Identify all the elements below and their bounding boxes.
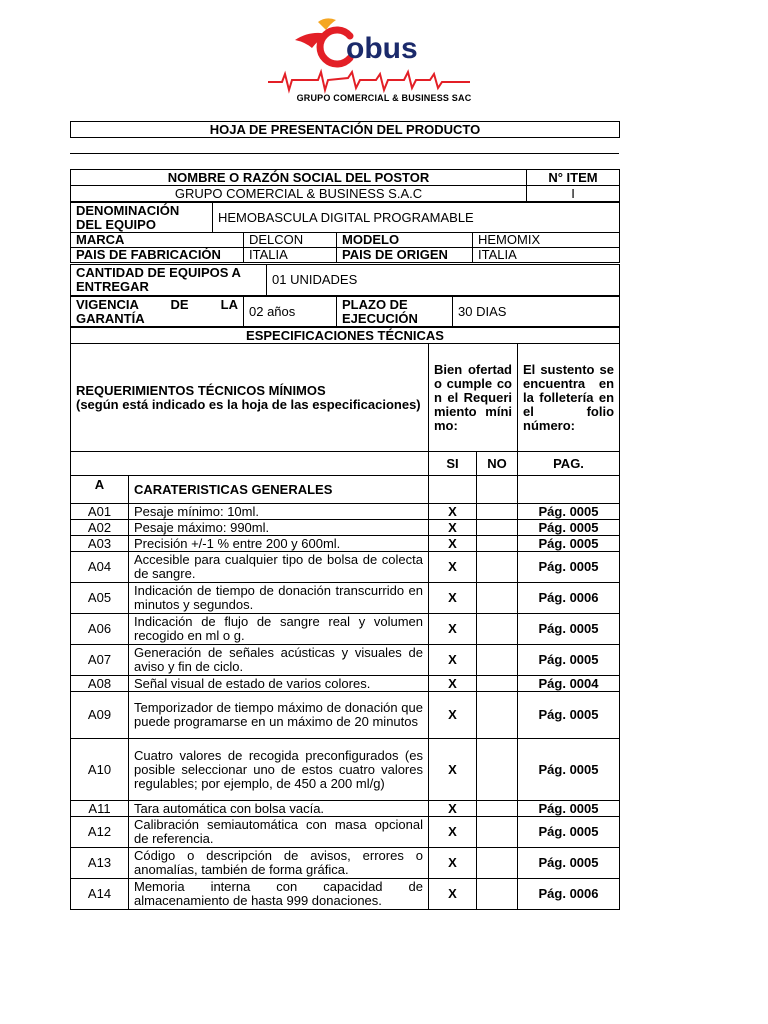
cantidad-table [70, 264, 620, 296]
spec-no [477, 801, 518, 817]
pais-fabricacion-label: PAIS DE FABRICACIÓN [71, 248, 244, 263]
spec-row [71, 848, 620, 879]
plazo-value: 30 DIAS [453, 297, 620, 327]
spec-no [477, 848, 518, 879]
denominacion-value: HEMOBASCULA DIGITAL PROGRAMABLE [213, 203, 620, 233]
spec-code: A09 [71, 692, 129, 739]
spec-si: X [429, 614, 477, 645]
item-value: I [527, 186, 620, 202]
spec-no [477, 676, 518, 692]
spec-row [71, 817, 620, 848]
company-logo [0, 0, 768, 110]
modelo-label: MODELO [337, 233, 473, 248]
spec-code: A07 [71, 645, 129, 676]
spec-no [477, 504, 518, 520]
spec-code: A04 [71, 552, 129, 583]
group-code: A [71, 476, 129, 504]
spec-row [71, 692, 620, 739]
spec-row [71, 504, 620, 520]
spec-code: A02 [71, 520, 129, 536]
spec-pag: Pág. 0005 [518, 739, 620, 801]
postor-table [70, 169, 620, 202]
spec-si: X [429, 676, 477, 692]
spec-no [477, 879, 518, 910]
spec-pag: Pág. 0005 [518, 817, 620, 848]
spec-pag: Pág. 0005 [518, 552, 620, 583]
spec-no [477, 583, 518, 614]
spec-row [71, 583, 620, 614]
spec-text: Indicación de tiempo de donación transcurrido en minutos y segundos. [129, 583, 429, 614]
spec-si: X [429, 536, 477, 552]
spec-pag: Pág. 0005 [518, 504, 620, 520]
spec-pag: Pág. 0005 [518, 645, 620, 676]
spec-pag: Pág. 0005 [518, 692, 620, 739]
postor-value: GRUPO COMERCIAL & BUSINESS S.A.C [71, 186, 527, 202]
group-pag [518, 476, 620, 504]
spec-si: X [429, 739, 477, 801]
cantidad-label: CANTIDAD DE EQUIPOS A ENTREGAR [71, 265, 267, 296]
plazo-label: PLAZO DE EJECUCIÓN [337, 297, 453, 327]
spec-pag: Pág. 0004 [518, 676, 620, 692]
col-pag: PAG. [518, 452, 620, 476]
spec-pag: Pág. 0005 [518, 848, 620, 879]
spec-text: Pesaje mínimo: 10ml. [129, 504, 429, 520]
spec-text: Precisión +/-1 % entre 200 y 600ml. [129, 536, 429, 552]
pais-origen-value: ITALIA [473, 248, 620, 263]
group-title: CARATERISTICAS GENERALES [129, 476, 429, 504]
spec-row [71, 520, 620, 536]
spec-text: Accesible para cualquier tipo de bolsa de colecta de sangre. [129, 552, 429, 583]
col-si: SI [429, 452, 477, 476]
spec-code: A03 [71, 536, 129, 552]
spec-row [71, 801, 620, 817]
spec-si: X [429, 552, 477, 583]
spec-row [71, 739, 620, 801]
spec-text: Calibración semiautomática con masa opcional de referencia. [129, 817, 429, 848]
spec-si: X [429, 645, 477, 676]
spec-code: A13 [71, 848, 129, 879]
spec-code: A10 [71, 739, 129, 801]
spec-no [477, 536, 518, 552]
spec-code: A01 [71, 504, 129, 520]
spec-no [477, 692, 518, 739]
svg-text:obus: obus [346, 32, 418, 65]
empty-cell [71, 452, 429, 476]
spec-row [71, 536, 620, 552]
cantidad-value: 01 UNIDADES [267, 265, 620, 296]
spec-pag: Pág. 0005 [518, 520, 620, 536]
spec-row [71, 879, 620, 910]
vigencia-label: VIGENCIA DE LA GARANTÍA [71, 297, 244, 327]
spec-pag: Pág. 0005 [518, 801, 620, 817]
spec-si: X [429, 504, 477, 520]
document-title: HOJA DE PRESENTACIÓN DEL PRODUCTO [70, 121, 620, 138]
specs-table [70, 327, 620, 910]
req-subtitle: (según está indicado es la hoja de las especificaciones) [76, 396, 421, 412]
spec-text: Tara automática con bolsa vacía. [129, 801, 429, 817]
specs-heading: ESPECIFICACIONES TÉCNICAS [71, 328, 620, 344]
spec-no [477, 552, 518, 583]
spec-text: Generación de señales acústicas y visuales de aviso y fin de ciclo. [129, 645, 429, 676]
req-title: REQUERIMIENTOS TÉCNICOS MÍNIMOS [76, 382, 326, 398]
spec-si: X [429, 817, 477, 848]
item-label: N° ITEM [527, 170, 620, 186]
spec-no [477, 520, 518, 536]
spec-code: A08 [71, 676, 129, 692]
vigencia-table [70, 296, 620, 327]
spec-text: Código o descripción de avisos, errores o anomalías, también de forma gráfica. [129, 848, 429, 879]
spec-no [477, 817, 518, 848]
spec-row [71, 614, 620, 645]
spec-row [71, 552, 620, 583]
spec-pag: Pág. 0005 [518, 614, 620, 645]
spec-pag: Pág. 0006 [518, 583, 620, 614]
modelo-value: HEMOMIX [473, 233, 620, 248]
spec-code: A14 [71, 879, 129, 910]
requerimientos-header [71, 344, 429, 452]
marca-table [70, 232, 620, 263]
postor-label: NOMBRE O RAZÓN SOCIAL DEL POSTOR [71, 170, 527, 186]
spec-no [477, 614, 518, 645]
spec-si: X [429, 879, 477, 910]
col-sustento: El sustento se encuentra en la folletería en el folio número: [518, 344, 620, 452]
spec-text: Pesaje máximo: 990ml. [129, 520, 429, 536]
spec-si: X [429, 848, 477, 879]
spec-rows [71, 504, 620, 910]
spec-no [477, 739, 518, 801]
spec-code: A12 [71, 817, 129, 848]
spec-si: X [429, 520, 477, 536]
vigencia-value: 02 años [244, 297, 337, 327]
group-no [477, 476, 518, 504]
spec-pag: Pág. 0005 [518, 536, 620, 552]
marca-label: MARCA [71, 233, 244, 248]
divider [70, 153, 619, 154]
pais-origen-label: PAIS DE ORIGEN [337, 248, 473, 263]
company-subtitle: GRUPO COMERCIAL & BUSINESS SAC [296, 93, 472, 103]
marca-value: DELCON [244, 233, 337, 248]
spec-code: A05 [71, 583, 129, 614]
spec-pag: Pág. 0006 [518, 879, 620, 910]
spec-si: X [429, 801, 477, 817]
spec-code: A06 [71, 614, 129, 645]
spec-no [477, 645, 518, 676]
col-bien-ofertado: Bien ofertado cumple con el Requerimiento mínimo: [429, 344, 518, 452]
spec-si: X [429, 692, 477, 739]
spec-text: Temporizador de tiempo máximo de donación que puede programarse en un máximo de 20 minutos [129, 692, 429, 739]
denominacion-table [70, 202, 620, 233]
spec-row [71, 676, 620, 692]
spec-si: X [429, 583, 477, 614]
spec-text: Indicación de flujo de sangre real y volumen recogido en ml o g. [129, 614, 429, 645]
group-si [429, 476, 477, 504]
spec-text: Memoria interna con capacidad de almacenamiento de hasta 999 donaciones. [129, 879, 429, 910]
denominacion-label: DENOMINACIÓN DEL EQUIPO [71, 203, 213, 233]
col-no: NO [477, 452, 518, 476]
spec-code: A11 [71, 801, 129, 817]
pais-fabricacion-value: ITALIA [244, 248, 337, 263]
spec-row [71, 645, 620, 676]
spec-text: Cuatro valores de recogida preconfigurados (es posible seleccionar uno de estos cuatro valores regulables; por ejemplo, de 450 a 200 ml/g) [129, 739, 429, 801]
spec-text: Señal visual de estado de varios colores. [129, 676, 429, 692]
